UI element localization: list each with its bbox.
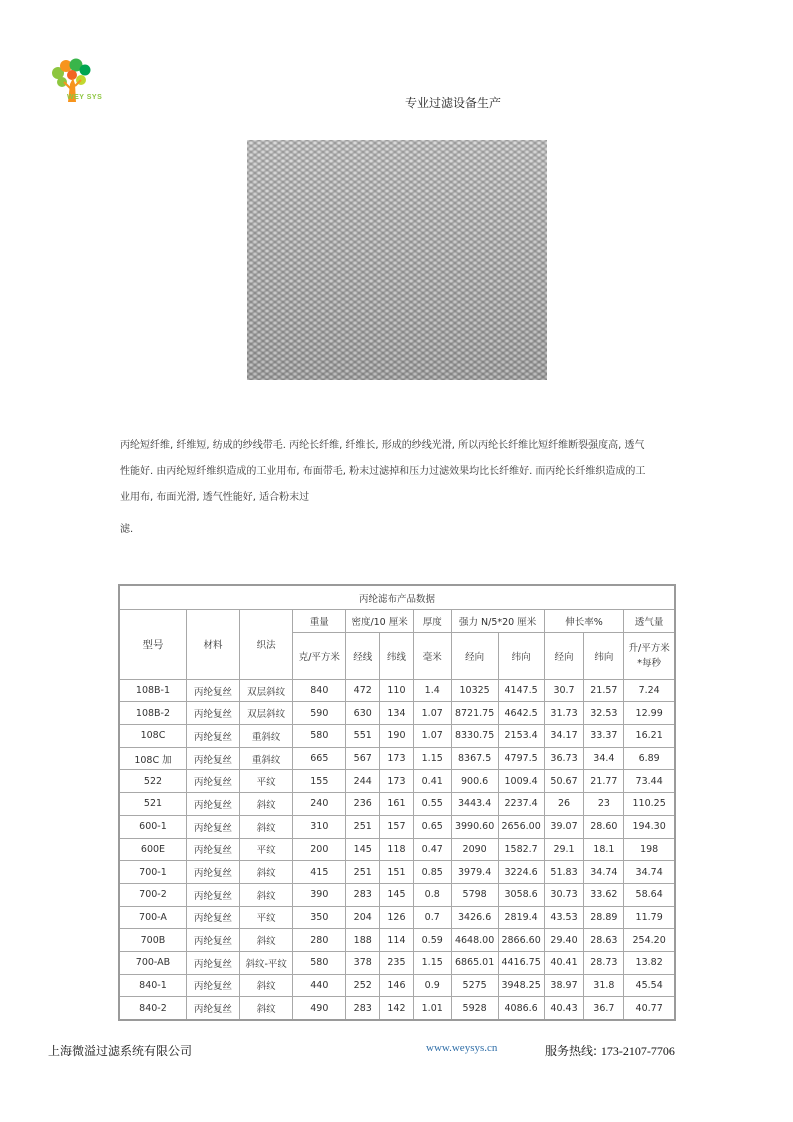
header-strength-warp: 经向 (451, 632, 498, 679)
cell-thickness: 0.65 (413, 815, 451, 838)
cell-material: 丙纶复丝 (186, 838, 239, 861)
cell-elong-warp: 50.67 (544, 770, 584, 793)
cell-elong-warp: 34.17 (544, 725, 584, 748)
table-row (119, 997, 675, 1020)
cell-elong-weft: 33.62 (584, 883, 624, 906)
cell-elong-warp: 40.41 (544, 951, 584, 974)
cell-strength-weft: 4797.5 (498, 747, 544, 770)
cell-material: 丙纶复丝 (186, 861, 239, 884)
cell-model: 840-1 (119, 974, 186, 997)
cell-weave: 斜纹 (240, 815, 293, 838)
cell-elong-warp: 40.43 (544, 997, 584, 1020)
cell-strength-weft: 3058.6 (498, 883, 544, 906)
cell-material: 丙纶复丝 (186, 815, 239, 838)
cell-elong-warp: 51.83 (544, 861, 584, 884)
cell-elong-weft: 28.63 (584, 929, 624, 952)
cell-weight: 840 (293, 679, 346, 702)
table-title: 丙纶滤布产品数据 (119, 585, 675, 610)
cell-weight: 580 (293, 725, 346, 748)
cell-elong-weft: 32.53 (584, 702, 624, 725)
cell-elong-warp: 39.07 (544, 815, 584, 838)
cell-strength-warp: 3990.60 (451, 815, 498, 838)
cell-elong-warp: 36.73 (544, 747, 584, 770)
header-weave: 织法 (240, 610, 293, 680)
header-material: 材料 (186, 610, 239, 680)
cell-thickness: 0.9 (413, 974, 451, 997)
cell-strength-weft: 2656.00 (498, 815, 544, 838)
cell-material: 丙纶复丝 (186, 725, 239, 748)
table-row (119, 770, 675, 793)
cell-model: 108C (119, 725, 186, 748)
company-logo (48, 58, 122, 106)
cell-thickness: 1.15 (413, 747, 451, 770)
cell-density-warp: 551 (346, 725, 380, 748)
header-elong-weft: 纬向 (584, 632, 624, 679)
cell-thickness: 1.4 (413, 679, 451, 702)
cell-density-warp: 283 (346, 997, 380, 1020)
cell-material: 丙纶复丝 (186, 883, 239, 906)
cell-elong-weft: 34.4 (584, 747, 624, 770)
cell-density-warp: 251 (346, 861, 380, 884)
cell-permeability: 12.99 (624, 702, 675, 725)
cell-density-warp: 567 (346, 747, 380, 770)
cell-strength-warp: 8330.75 (451, 725, 498, 748)
cell-elong-weft: 33.37 (584, 725, 624, 748)
cell-density-weft: 151 (380, 861, 414, 884)
cell-thickness: 0.41 (413, 770, 451, 793)
table-row (119, 883, 675, 906)
cell-density-weft: 146 (380, 974, 414, 997)
header-perm-unit-line2: *每秒 (637, 657, 662, 669)
cell-weave: 斜纹 (240, 883, 293, 906)
cell-density-weft: 118 (380, 838, 414, 861)
cell-weave: 斜纹 (240, 929, 293, 952)
cell-weave: 斜纹 (240, 861, 293, 884)
intro-line-1: 丙纶短纤维, 纤维短, 纺成的纱线带毛. 丙纶长纤维, 纤维长, 形成的纱线光滑, 所以丙纶长纤维比短纤维断裂强度高, 透气 (120, 440, 645, 451)
cell-weave: 斜纹-平纹 (240, 951, 293, 974)
cell-density-weft: 110 (380, 679, 414, 702)
cell-weave: 斜纹 (240, 974, 293, 997)
header-perm-unit-line1: 升/平方米 (628, 642, 670, 654)
cell-model: 108C 加 (119, 747, 186, 770)
cell-elong-warp: 38.97 (544, 974, 584, 997)
cell-thickness: 1.15 (413, 951, 451, 974)
cell-strength-weft: 3224.6 (498, 861, 544, 884)
header-model: 型号 (119, 610, 186, 680)
table-row (119, 906, 675, 929)
cell-thickness: 1.07 (413, 702, 451, 725)
cell-weave: 平纹 (240, 906, 293, 929)
cell-permeability: 198 (624, 838, 675, 861)
cell-weight: 350 (293, 906, 346, 929)
cell-material: 丙纶复丝 (186, 974, 239, 997)
cell-weight: 240 (293, 793, 346, 816)
cell-model: 700-A (119, 906, 186, 929)
cell-weave: 重斜纹 (240, 747, 293, 770)
cell-strength-warp: 10325 (451, 679, 498, 702)
cell-permeability: 7.24 (624, 679, 675, 702)
intro-line-4: 滤. (120, 524, 134, 535)
footer-website-link[interactable]: www.weysys.cn (426, 1042, 498, 1054)
cell-strength-warp: 3979.4 (451, 861, 498, 884)
cell-permeability: 73.44 (624, 770, 675, 793)
cell-model: 700-AB (119, 951, 186, 974)
cell-model: 522 (119, 770, 186, 793)
logo-text: WEY SYS (67, 94, 103, 101)
cell-weight: 310 (293, 815, 346, 838)
cell-weight: 415 (293, 861, 346, 884)
cell-weave: 斜纹 (240, 997, 293, 1020)
cell-weight: 580 (293, 951, 346, 974)
cell-strength-weft: 2866.60 (498, 929, 544, 952)
cell-density-weft: 173 (380, 770, 414, 793)
cell-density-weft: 157 (380, 815, 414, 838)
header-density: 密度/10 厘米 (346, 610, 413, 633)
page-header-title: 专业过滤设备生产 (405, 96, 502, 110)
table-row (119, 793, 675, 816)
cell-weight: 665 (293, 747, 346, 770)
cell-thickness: 1.07 (413, 725, 451, 748)
cell-elong-weft: 34.74 (584, 861, 624, 884)
intro-line-2: 性能好. 由丙纶短纤维织造成的工业用布, 布面带毛, 粉末过滤掉和压力过滤效果均比长纤维好. 而丙纶长纤维织造成的工 (120, 466, 646, 477)
table-row (119, 861, 675, 884)
product-data-table (118, 584, 676, 1021)
cell-material: 丙纶复丝 (186, 702, 239, 725)
cell-thickness: 1.01 (413, 997, 451, 1020)
cell-permeability: 58.64 (624, 883, 675, 906)
cell-strength-warp: 5798 (451, 883, 498, 906)
cell-strength-warp: 2090 (451, 838, 498, 861)
cell-model: 700-2 (119, 883, 186, 906)
cell-strength-weft: 3948.25 (498, 974, 544, 997)
cell-model: 108B-1 (119, 679, 186, 702)
header-warp: 经线 (346, 632, 380, 679)
cell-strength-weft: 1009.4 (498, 770, 544, 793)
cell-weight: 490 (293, 997, 346, 1020)
cell-material: 丙纶复丝 (186, 747, 239, 770)
cell-permeability: 194.30 (624, 815, 675, 838)
cell-strength-warp: 6865.01 (451, 951, 498, 974)
header-strength-weft: 纬向 (498, 632, 544, 679)
cell-strength-weft: 4086.6 (498, 997, 544, 1020)
cell-strength-weft: 2153.4 (498, 725, 544, 748)
hotline-label: 服务热线: (545, 1044, 598, 1058)
cell-elong-weft: 21.77 (584, 770, 624, 793)
cell-strength-weft: 4416.75 (498, 951, 544, 974)
cell-permeability: 13.82 (624, 951, 675, 974)
cell-model: 840-2 (119, 997, 186, 1020)
cell-weight: 280 (293, 929, 346, 952)
cell-elong-weft: 28.89 (584, 906, 624, 929)
cell-model: 600-1 (119, 815, 186, 838)
cell-elong-warp: 30.7 (544, 679, 584, 702)
table-row (119, 838, 675, 861)
cell-strength-warp: 3443.4 (451, 793, 498, 816)
cell-weave: 重斜纹 (240, 725, 293, 748)
cell-strength-weft: 2819.4 (498, 906, 544, 929)
header-permeability: 透气量 (624, 610, 675, 633)
cell-density-weft: 142 (380, 997, 414, 1020)
product-data-table-wrapper (118, 584, 676, 1021)
cell-elong-weft: 31.8 (584, 974, 624, 997)
cell-strength-weft: 4642.5 (498, 702, 544, 725)
header-elongation: 伸长率% (544, 610, 624, 633)
cell-model: 700-1 (119, 861, 186, 884)
cell-material: 丙纶复丝 (186, 679, 239, 702)
cell-thickness: 0.55 (413, 793, 451, 816)
cell-elong-warp: 29.1 (544, 838, 584, 861)
cell-material: 丙纶复丝 (186, 770, 239, 793)
cell-model: 700B (119, 929, 186, 952)
cell-elong-warp: 31.73 (544, 702, 584, 725)
cell-density-warp: 204 (346, 906, 380, 929)
cell-density-weft: 190 (380, 725, 414, 748)
cell-elong-weft: 23 (584, 793, 624, 816)
cell-density-weft: 161 (380, 793, 414, 816)
cell-permeability: 11.79 (624, 906, 675, 929)
cell-elong-warp: 30.73 (544, 883, 584, 906)
cell-strength-warp: 8721.75 (451, 702, 498, 725)
cell-material: 丙纶复丝 (186, 906, 239, 929)
table-row (119, 747, 675, 770)
hotline-number: 173-2107-7706 (600, 1044, 675, 1058)
cell-density-weft: 114 (380, 929, 414, 952)
cell-density-weft: 173 (380, 747, 414, 770)
cell-thickness: 0.7 (413, 906, 451, 929)
header-weft: 纬线 (380, 632, 414, 679)
cell-density-warp: 252 (346, 974, 380, 997)
cell-elong-weft: 18.1 (584, 838, 624, 861)
cell-model: 600E (119, 838, 186, 861)
cell-weave: 斜纹 (240, 793, 293, 816)
cell-density-warp: 283 (346, 883, 380, 906)
cell-material: 丙纶复丝 (186, 793, 239, 816)
cell-strength-weft: 2237.4 (498, 793, 544, 816)
cell-weave: 平纹 (240, 770, 293, 793)
cell-density-warp: 188 (346, 929, 380, 952)
cell-strength-warp: 5275 (451, 974, 498, 997)
cell-density-weft: 134 (380, 702, 414, 725)
cell-strength-warp: 5928 (451, 997, 498, 1020)
cell-permeability: 110.25 (624, 793, 675, 816)
cell-strength-weft: 1582.7 (498, 838, 544, 861)
cell-weight: 440 (293, 974, 346, 997)
cell-strength-warp: 4648.00 (451, 929, 498, 952)
header-weight: 重量 (293, 610, 346, 633)
cell-weight: 200 (293, 838, 346, 861)
table-row (119, 725, 675, 748)
cell-density-weft: 126 (380, 906, 414, 929)
header-thickness-unit: 毫米 (413, 632, 451, 679)
cell-thickness: 0.47 (413, 838, 451, 861)
cell-strength-weft: 4147.5 (498, 679, 544, 702)
cell-elong-weft: 36.7 (584, 997, 624, 1020)
cell-density-warp: 145 (346, 838, 380, 861)
cell-thickness: 0.85 (413, 861, 451, 884)
table-row (119, 815, 675, 838)
cell-permeability: 45.54 (624, 974, 675, 997)
table-row (119, 702, 675, 725)
cell-weave: 双层斜纹 (240, 702, 293, 725)
cell-permeability: 16.21 (624, 725, 675, 748)
footer-hotline (545, 1042, 675, 1059)
header-thickness: 厚度 (413, 610, 451, 633)
fabric-image-shade (247, 140, 547, 380)
cell-elong-warp: 29.40 (544, 929, 584, 952)
cell-permeability: 34.74 (624, 861, 675, 884)
cell-density-weft: 145 (380, 883, 414, 906)
table-body (119, 679, 675, 1020)
cell-density-warp: 630 (346, 702, 380, 725)
cell-weave: 双层斜纹 (240, 679, 293, 702)
cell-elong-warp: 26 (544, 793, 584, 816)
cell-thickness: 0.8 (413, 883, 451, 906)
cell-strength-warp: 8367.5 (451, 747, 498, 770)
cell-density-warp: 244 (346, 770, 380, 793)
cell-density-warp: 472 (346, 679, 380, 702)
cell-density-warp: 251 (346, 815, 380, 838)
cell-density-weft: 235 (380, 951, 414, 974)
header-strength: 强力 N/5*20 厘米 (451, 610, 544, 633)
cell-material: 丙纶复丝 (186, 997, 239, 1020)
table-row (119, 679, 675, 702)
header-weight-unit: 克/平方米 (293, 632, 346, 679)
cell-elong-weft: 28.60 (584, 815, 624, 838)
cell-strength-warp: 900.6 (451, 770, 498, 793)
cell-model: 521 (119, 793, 186, 816)
cell-weight: 390 (293, 883, 346, 906)
cell-thickness: 0.59 (413, 929, 451, 952)
cell-permeability: 40.77 (624, 997, 675, 1020)
table-row (119, 929, 675, 952)
cell-material: 丙纶复丝 (186, 929, 239, 952)
cell-permeability: 6.89 (624, 747, 675, 770)
cell-strength-warp: 3426.6 (451, 906, 498, 929)
footer-company-name: 上海微溢过滤系统有限公司 (48, 1044, 193, 1058)
cell-weight: 155 (293, 770, 346, 793)
header-elong-warp: 经向 (544, 632, 584, 679)
cell-material: 丙纶复丝 (186, 951, 239, 974)
intro-paragraph (120, 433, 685, 543)
cell-elong-weft: 28.73 (584, 951, 624, 974)
table-row (119, 974, 675, 997)
cell-model: 108B-2 (119, 702, 186, 725)
cell-weight: 590 (293, 702, 346, 725)
cell-elong-warp: 43.53 (544, 906, 584, 929)
cell-elong-weft: 21.57 (584, 679, 624, 702)
cell-weave: 平纹 (240, 838, 293, 861)
cell-density-warp: 378 (346, 951, 380, 974)
cell-density-warp: 236 (346, 793, 380, 816)
table-row (119, 951, 675, 974)
cell-permeability: 254.20 (624, 929, 675, 952)
header-perm-unit (624, 632, 675, 679)
intro-line-3: 业用布, 布面光滑, 透气性能好, 适合粉末过 (120, 492, 310, 503)
